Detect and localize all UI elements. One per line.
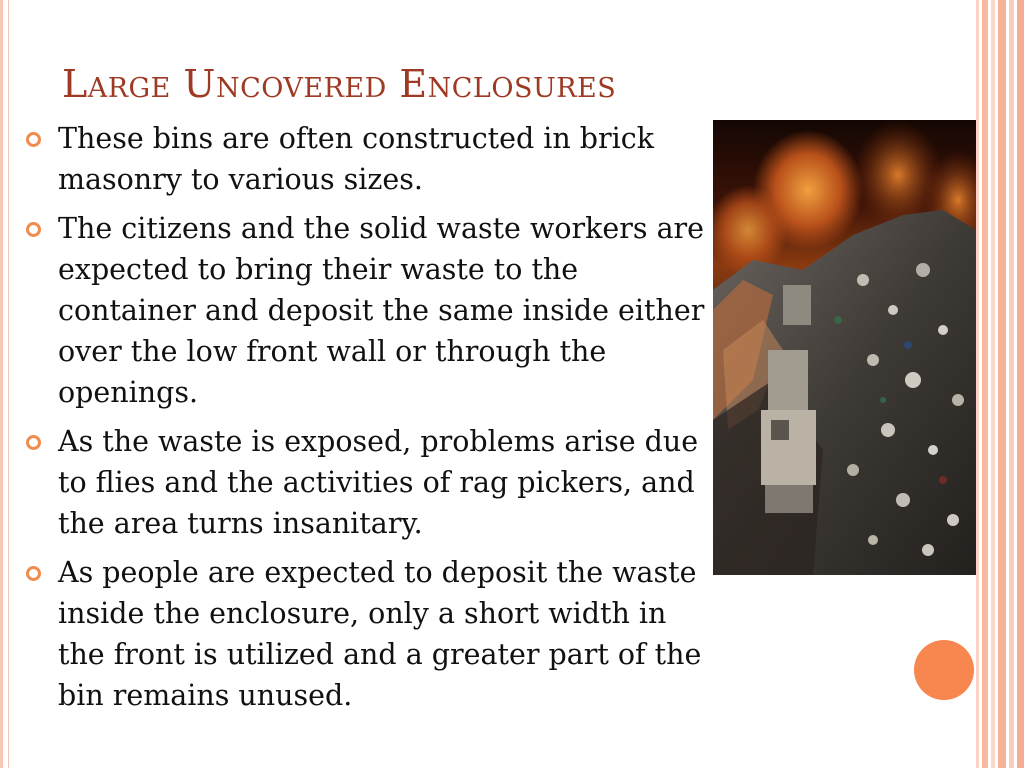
right-decorative-stripes: [976, 0, 1024, 768]
bullet-text: The citizens and the solid waste workers are expected to bring their waste to the container and deposit the same inside either over the low front wall or through the openings.: [58, 212, 705, 409]
bullet-text: As people are expected to deposit the waste inside the enclosure, only a short width in the front is utilized and a greater part of the bin remains unused.: [58, 556, 702, 712]
decorative-orange-circle: [914, 640, 974, 700]
bullet-item: [26, 421, 714, 544]
bullet-text: These bins are often constructed in brick masonry to various sizes.: [58, 122, 655, 196]
bullet-item: [26, 118, 714, 200]
hollow-circle-bullet-icon: [26, 132, 41, 147]
hollow-circle-bullet-icon: [26, 566, 41, 581]
bullet-list: [26, 118, 714, 724]
hollow-circle-bullet-icon: [26, 435, 41, 450]
slide-title: Large Uncovered Enclosures: [62, 62, 617, 106]
hollow-circle-bullet-icon: [26, 222, 41, 237]
bullet-item: [26, 208, 714, 413]
bullet-item: [26, 552, 714, 716]
bullet-text: As the waste is exposed, problems arise due to flies and the activities of rag pickers, and the area turns insanitary.: [58, 425, 699, 540]
left-border-line: [0, 0, 3, 768]
landfill-photo: [713, 120, 976, 575]
left-border-thin-line: [8, 0, 9, 768]
